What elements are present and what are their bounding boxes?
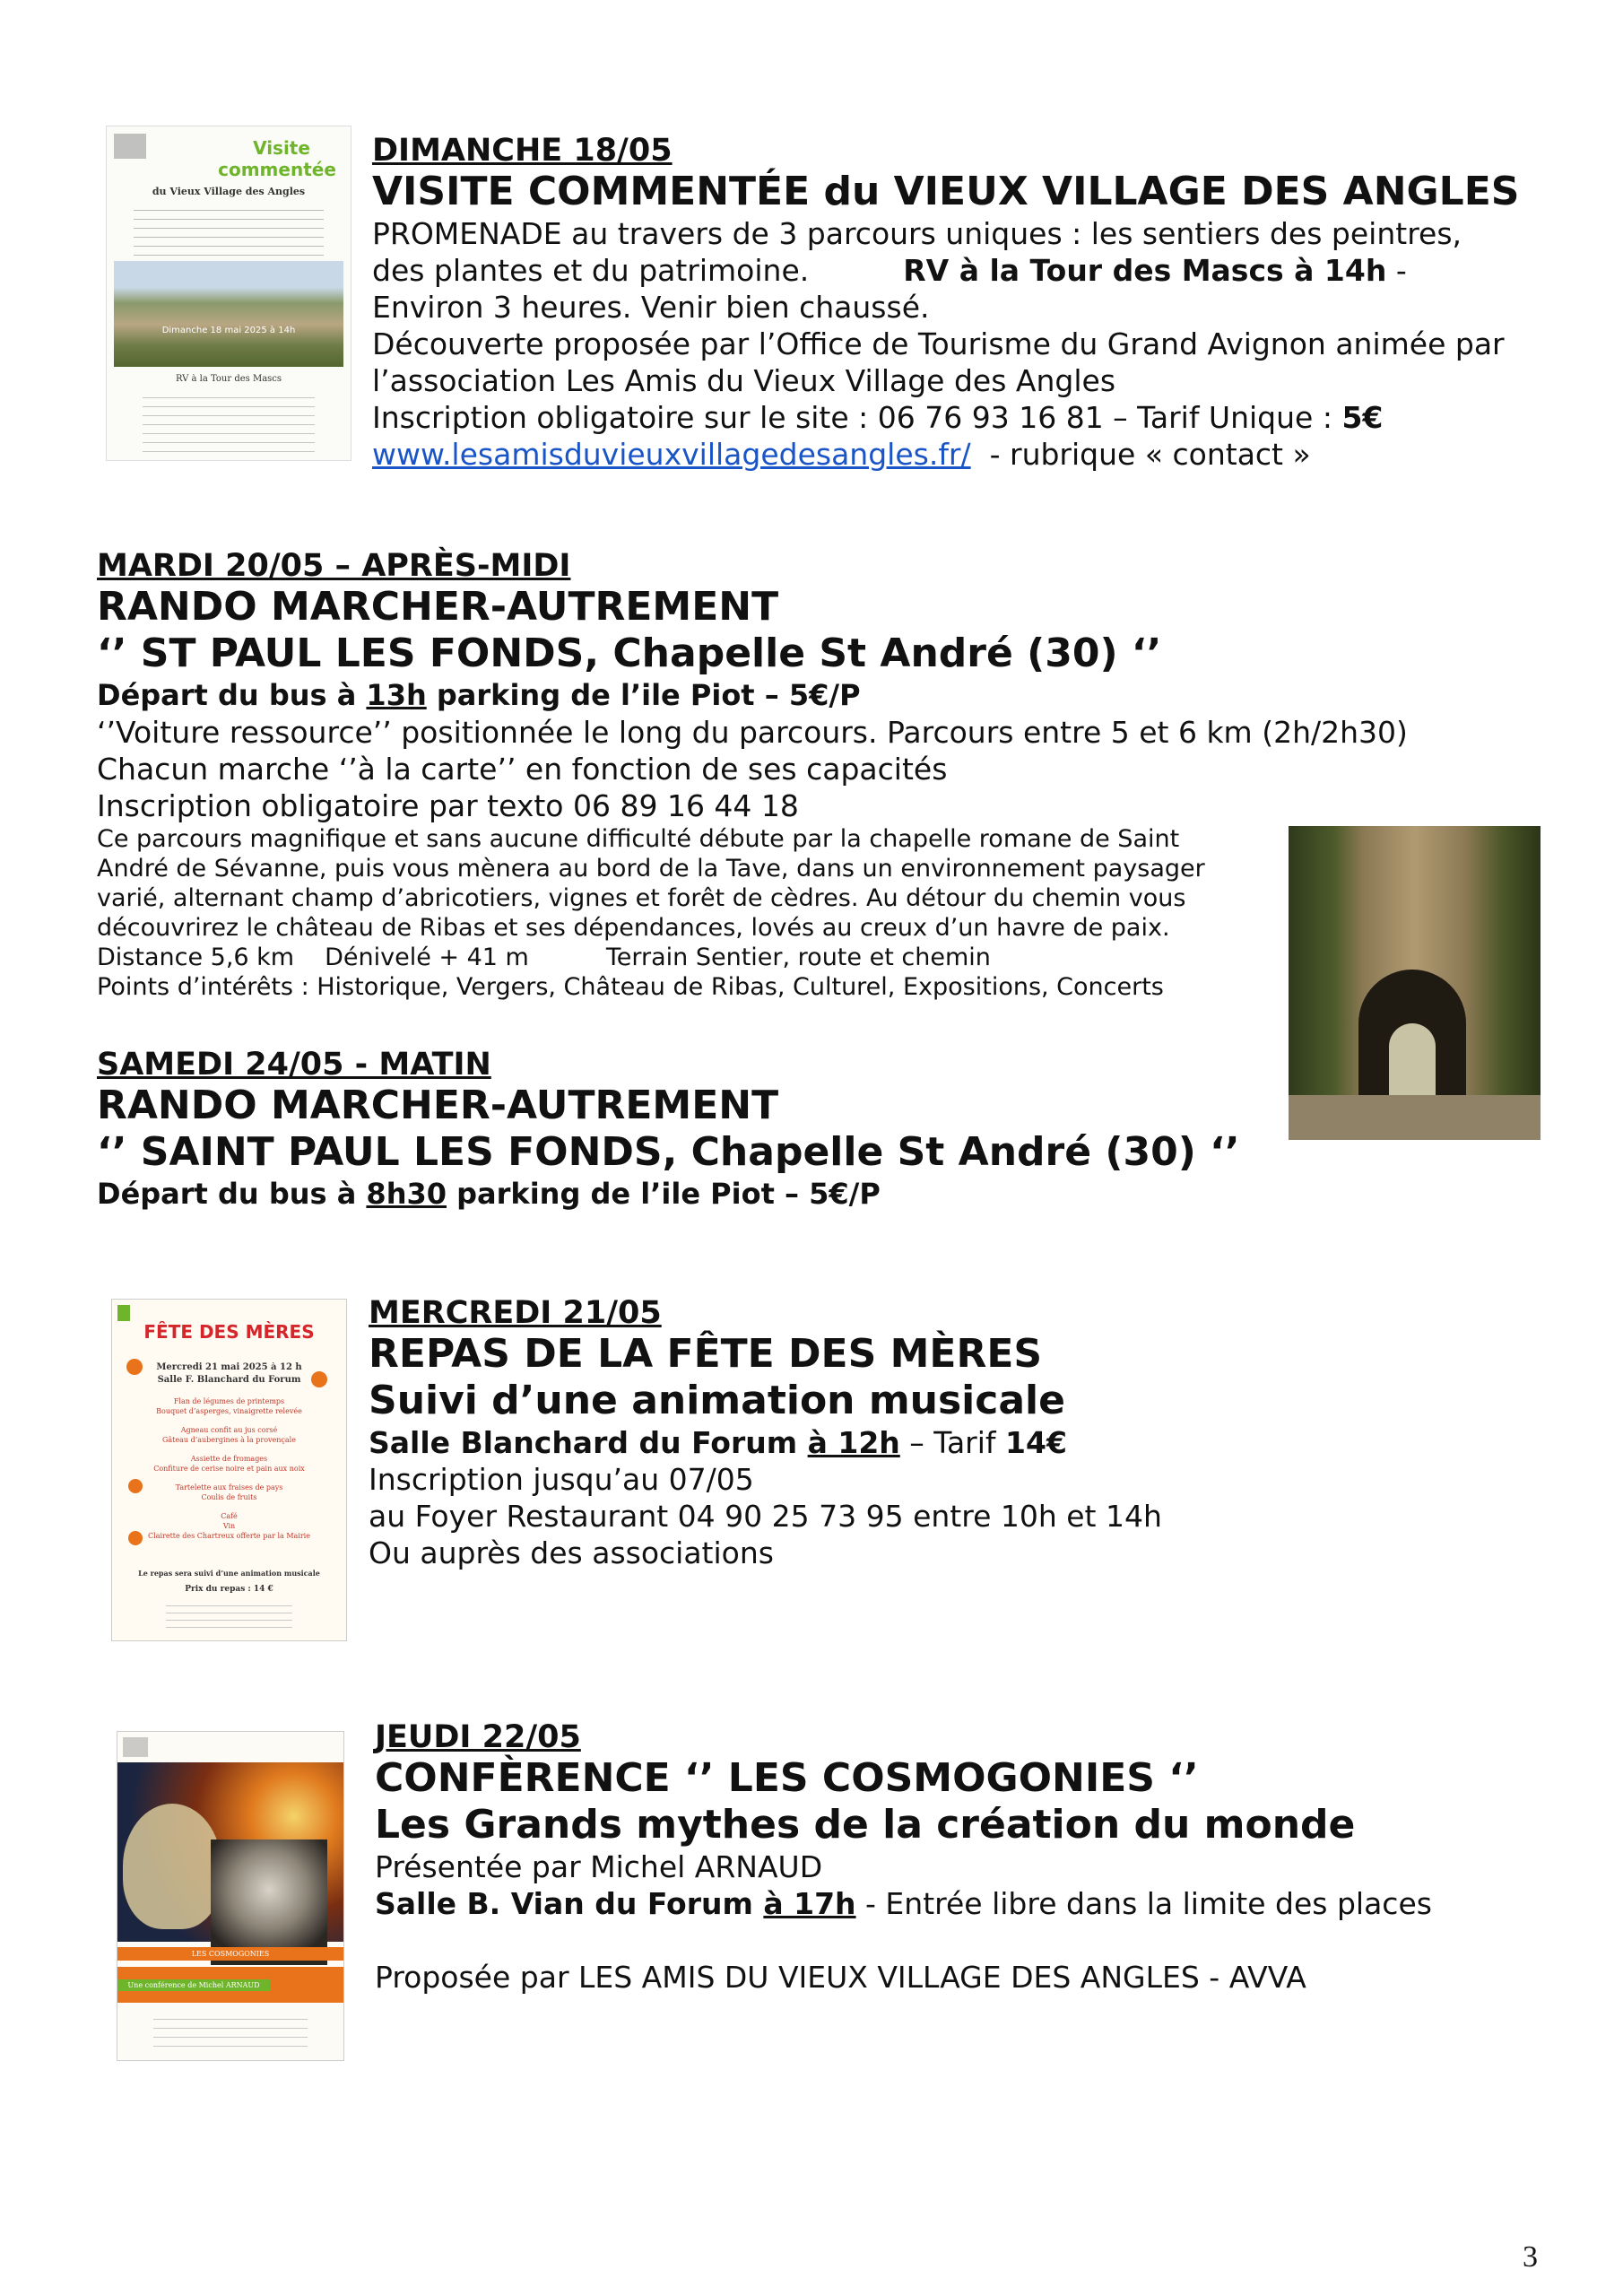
event-registration: Inscription jusqu’au 07/05 — [369, 1462, 754, 1497]
event-desc-4: découvrirez le château de Ribas et ses dépendances, lovés au creux d’un havre de paix. — [97, 914, 1170, 942]
event-rando-samedi — [97, 1045, 1240, 1213]
visite-poster — [106, 126, 352, 461]
archway-light — [1389, 1023, 1436, 1104]
event-subtitle: ‘’ ST PAUL LES FONDS, Chapelle St André (30) ‘’ — [97, 631, 1162, 676]
text-segment: parking de l’ile Piot – 5€/P — [447, 1177, 881, 1211]
menu-item: Coulis de fruits — [201, 1493, 257, 1501]
text-segment: Inscription obligatoire sur le site : 06 76 93 16 81 – Tarif Unique : — [372, 400, 1342, 435]
village-photo — [114, 261, 343, 367]
text-segment: - rubrique « contact » — [970, 437, 1311, 472]
event-venue — [369, 1424, 1162, 1461]
cosmogonies-poster — [117, 1731, 344, 2061]
menu-item: Vin — [222, 1522, 236, 1530]
portrait — [211, 1839, 327, 1965]
event-registration-2: au Foyer Restaurant 04 90 25 73 95 entre 10h et 14h — [369, 1499, 1162, 1534]
terrain: Terrain Sentier, route et chemin — [605, 944, 991, 971]
event-organizer-2: l’association Les Amis du Vieux Village des Angles — [372, 363, 1116, 398]
event-registration — [372, 399, 1519, 436]
event-desc-3: varié, alternant champ d’abricotiers, vignes et forêt de cèdres. Au détour du chemin vous — [97, 884, 1186, 912]
event-description-2 — [372, 252, 1519, 289]
menu-item: Café — [221, 1512, 238, 1520]
menu-item: Bouquet d’asperges, vinaigrette relevée — [156, 1407, 302, 1415]
event-day: JEUDI 22/05 — [375, 1719, 581, 1755]
poster-footer-lines — [166, 1601, 292, 1631]
flower-icon — [128, 1479, 143, 1493]
poster-salle: Salle F. Blanchard du Forum — [157, 1375, 301, 1385]
event-price: 5€ — [1341, 400, 1384, 435]
association-logo — [114, 134, 146, 159]
text-segment: parking de l’ile Piot – 5€/P — [426, 678, 861, 712]
event-departure — [97, 1176, 1240, 1213]
event-day: DIMANCHE 18/05 — [372, 133, 673, 169]
event-rando-mardi — [97, 546, 1408, 1002]
event-link-line — [372, 436, 1519, 473]
event-organizer: Proposée par LES AMIS DU VIEUX VILLAGE DES ANGLES - AVVA — [375, 1960, 1306, 1995]
event-fete-des-meres — [369, 1293, 1162, 1571]
poster-date: Mercredi 21 mai 2025 à 12 h — [156, 1362, 302, 1372]
menu-item: Confiture de cerise noire et pain aux noix — [153, 1465, 305, 1473]
menu-item: Flan de légumes de printemps — [173, 1397, 285, 1405]
event-time: à 17h — [763, 1886, 856, 1921]
event-speaker: Présentée par Michel ARNAUD — [375, 1849, 823, 1884]
text-segment: - Entrée libre dans la limite des places — [855, 1886, 1432, 1921]
event-title: RANDO MARCHER-AUTREMENT — [97, 584, 779, 630]
event-visite — [372, 131, 1519, 473]
event-stats — [97, 943, 1408, 972]
text-segment: - — [1386, 253, 1407, 288]
venue: Salle Blanchard du Forum — [369, 1425, 808, 1460]
menu-item: Gâteau d’aubergines à la provençale — [162, 1436, 296, 1444]
event-info-2: Chacun marche ‘’à la carte’’ en fonction de ses capacités — [97, 752, 948, 787]
flower-icon — [128, 1531, 143, 1545]
poster-title: FÊTE DES MÈRES — [143, 1321, 315, 1343]
event-info: ‘’Voiture ressource’’ positionnée le long du parcours. Parcours entre 5 et 6 km (2h/2h30) — [97, 715, 1408, 750]
event-subtitle: ‘’ SAINT PAUL LES FONDS, Chapelle St André (30) ‘’ — [97, 1129, 1240, 1175]
poster-logo — [123, 1737, 148, 1757]
departure-time: 13h — [366, 678, 427, 712]
poster-price: Prix du repas : 14 € — [185, 1585, 273, 1594]
poster-footer-lines — [153, 2013, 308, 2053]
poster-subtitle: du Vieux Village des Angles — [152, 186, 306, 197]
event-day: MERCREDI 21/05 — [369, 1295, 662, 1331]
departure-time: 8h30 — [366, 1177, 447, 1211]
text-segment: – Tarif — [899, 1425, 1006, 1460]
text-segment: Départ du bus à — [97, 678, 367, 712]
event-day: SAMEDI 24/05 - MATIN — [97, 1047, 491, 1083]
poster-date: Dimanche 18 mai 2025 à 14h — [161, 326, 296, 335]
poster-title: Visite — [253, 137, 310, 159]
event-registration-3: Ou auprès des associations — [369, 1535, 774, 1570]
website-link[interactable]: www.lesamisduvieuxvillagedesangles.fr/ — [372, 437, 971, 472]
event-title: CONFÈRENCE ‘’ LES COSMOGONIES ‘’ — [375, 1755, 1199, 1801]
flat-earth-illustration — [123, 1804, 221, 1929]
path — [1289, 1095, 1541, 1140]
event-points: Points d’intérêts : Historique, Vergers, Château de Ribas, Culturel, Expositions, Concerts — [97, 973, 1164, 1001]
event-subtitle: Les Grands mythes de la création du monde — [375, 1802, 1356, 1848]
poster-title-2: commentée — [218, 159, 336, 180]
text-segment: Départ du bus à — [97, 1177, 367, 1211]
poster-rv: RV à la Tour des Mascs — [175, 374, 282, 384]
poster-label: LES COSMOGONIES — [117, 1947, 343, 1961]
event-desc: Ce parcours magnifique et sans aucune difficulté débute par la chapelle romane de Saint — [97, 825, 1180, 853]
venue: Salle B. Vian du Forum — [375, 1886, 764, 1921]
text-segment: des plantes et du patrimoine. — [372, 253, 810, 288]
elevation: Dénivelé + 41 m — [325, 944, 529, 971]
distance: Distance 5,6 km — [97, 944, 295, 971]
menu-item: Tartelette aux fraises de pays — [175, 1483, 283, 1492]
poster-logo — [117, 1305, 130, 1321]
poster-conf: Une conférence de Michel ARNAUD — [117, 1979, 270, 1991]
village-archway-photo — [1289, 826, 1541, 1140]
meeting-point: RV à la Tour des Mascs à 14h — [903, 253, 1387, 288]
event-organizer: Découverte proposée par l’Office de Tourisme du Grand Avignon animée par — [372, 326, 1505, 361]
poster-note: Le repas sera suivi d’une animation musicale — [138, 1569, 320, 1578]
event-price: 14€ — [1005, 1425, 1067, 1460]
event-description: PROMENADE au travers de 3 parcours uniques : les sentiers des peintres, — [372, 216, 1462, 251]
event-departure — [97, 677, 1408, 714]
event-venue — [375, 1885, 1432, 1922]
menu-item: Clairette des Chartreux offerte par la Mairie — [148, 1532, 310, 1540]
event-title: VISITE COMMENTÉE du VIEUX VILLAGE DES ANGLES — [372, 169, 1520, 214]
poster-footer-lines — [143, 392, 315, 455]
fete-des-meres-poster — [111, 1299, 347, 1641]
event-registration: Inscription obligatoire par texto 06 89 16 44 18 — [97, 788, 799, 823]
page-number: 3 — [1523, 2240, 1538, 2274]
event-title: REPAS DE LA FÊTE DES MÈRES — [369, 1331, 1043, 1377]
event-desc-2: André de Sévanne, puis vous mènera au bord de la Tave, dans un environnement paysager — [97, 855, 1205, 883]
event-time: à 12h — [807, 1425, 900, 1460]
poster-menu — [112, 1396, 346, 1541]
menu-item: Agneau confit au jus corsé — [180, 1426, 278, 1434]
event-title: RANDO MARCHER-AUTREMENT — [97, 1083, 779, 1128]
event-day: MARDI 20/05 – APRÈS-MIDI — [97, 548, 571, 584]
event-duration: Environ 3 heures. Venir bien chaussé. — [372, 290, 930, 325]
menu-item: Assiette de fromages — [190, 1455, 268, 1463]
poster-text-lines — [134, 205, 324, 256]
event-conference — [375, 1718, 1432, 1996]
event-subtitle: Suivi d’une animation musicale — [369, 1378, 1065, 1423]
